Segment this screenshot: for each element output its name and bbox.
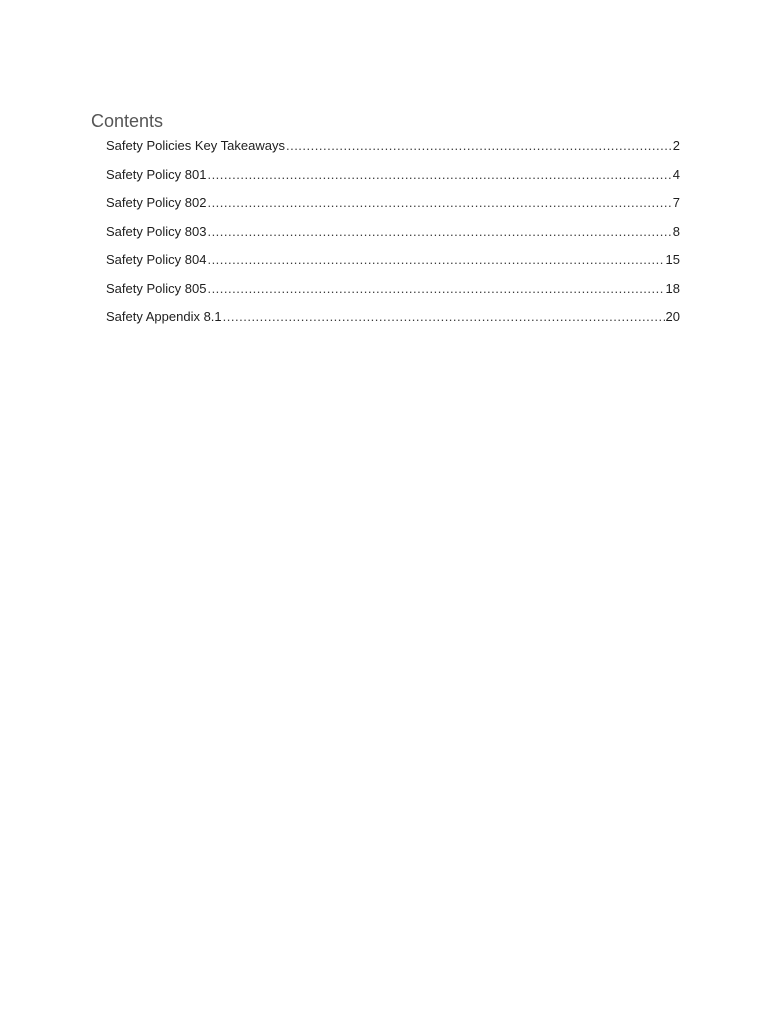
toc-dot-leader	[223, 308, 665, 326]
toc-dot-leader	[286, 137, 672, 155]
toc-entry-appendix-8-1[interactable]	[106, 308, 680, 337]
toc-entry-page: 20	[665, 309, 680, 324]
toc-entry-title: Safety Policy 804	[106, 252, 207, 267]
toc-entry-page: 8	[672, 223, 680, 239]
toc-entry-policy-802[interactable]	[106, 194, 680, 223]
toc-entry-title: Safety Appendix 8.1	[106, 309, 222, 324]
toc-dot-leader	[207, 166, 671, 184]
toc-list	[91, 137, 680, 337]
toc-entry-page: 2	[672, 138, 680, 153]
toc-entry-page: 7	[672, 195, 680, 210]
toc-entry-key-takeaways[interactable]	[106, 137, 680, 166]
toc-entry-policy-801[interactable]	[106, 166, 680, 195]
table-of-contents	[91, 110, 680, 337]
toc-dot-leader	[207, 194, 671, 212]
toc-dot-leader	[207, 223, 671, 241]
toc-entry-title: Safety Policies Key Takeaways	[106, 138, 285, 153]
toc-entry-policy-805[interactable]	[106, 280, 680, 309]
toc-entry-title: Safety Policy 805	[106, 280, 207, 296]
toc-entry-policy-804[interactable]	[106, 251, 680, 280]
toc-heading: Contents	[91, 111, 164, 131]
toc-entry-title: Safety Policy 801	[106, 166, 207, 182]
toc-entry-title: Safety Policy 803	[106, 223, 207, 239]
toc-entry-page: 15	[665, 252, 680, 267]
toc-entry-title: Safety Policy 802	[106, 195, 207, 210]
toc-dot-leader	[207, 251, 664, 269]
toc-dot-leader	[207, 280, 664, 298]
toc-entry-page: 18	[665, 280, 680, 296]
toc-entry-policy-803[interactable]	[106, 223, 680, 252]
toc-entry-page: 4	[672, 166, 680, 182]
